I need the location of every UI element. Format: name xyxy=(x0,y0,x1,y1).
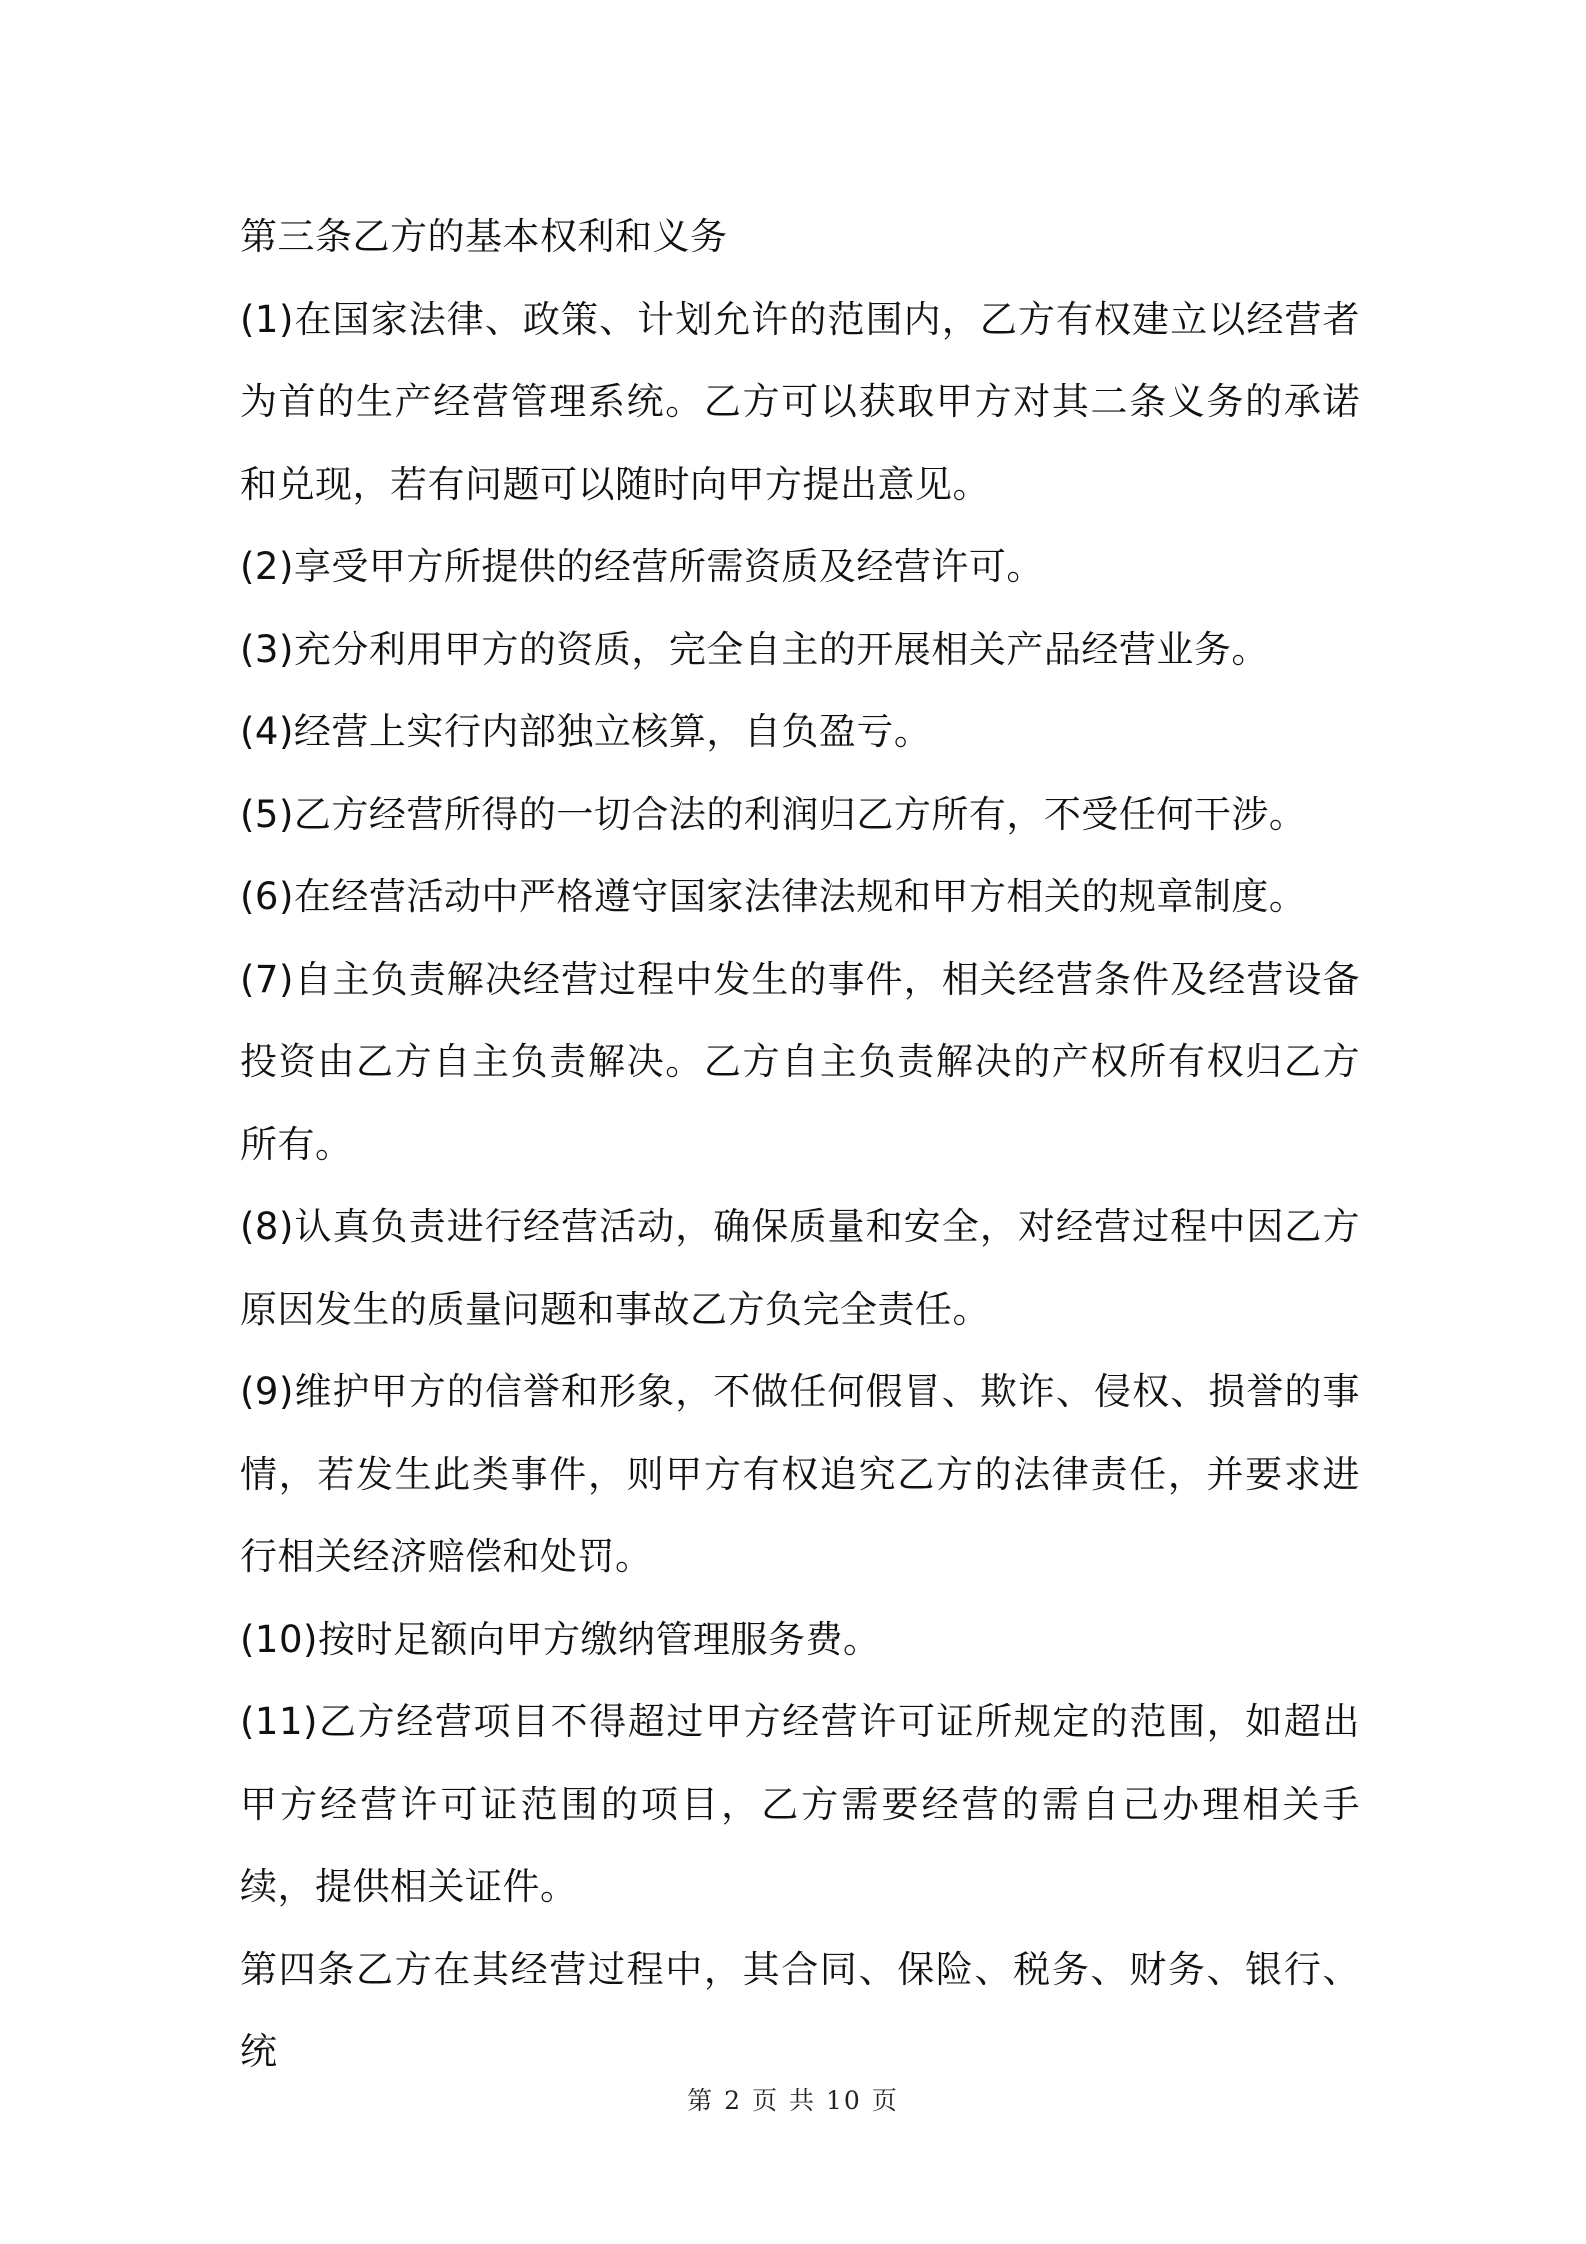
clause-9: (9)维护甲方的信誉和形象，不做任何假冒、欺诈、侵权、损誉的事情，若发生此类事件，则甲方有权追究乙方的法律责任，并要求进行相关经济赔偿和处罚。 xyxy=(240,1370,1360,1578)
footer-middle: 页 共 xyxy=(752,2086,817,2115)
clause-7: (7)自主负责解决经营过程中发生的事件，相关经营条件及经营设备投资由乙方自主负责解决。乙方自主负责解决的产权所有权归乙方所有。 xyxy=(240,957,1360,1166)
footer-suffix: 页 xyxy=(871,2086,899,2115)
section-heading-article-4: 第四条乙方在其经营过程中，其合同、保险、税务、财务、银行、统 xyxy=(240,1947,1360,2073)
footer-page-number: 2 xyxy=(724,2086,743,2115)
footer-prefix: 第 xyxy=(687,2086,715,2115)
clause-4: (4)经营上实行内部独立核算，自负盈亏。 xyxy=(240,710,932,753)
clause-1: (1)在国家法律、政策、计划允许的范围内，乙方有权建立以经营者为首的生产经营管理系统。乙方可以获取甲方对其二条义务的承诺和兑现，若有问题可以随时向甲方提出意见。 xyxy=(240,297,1360,506)
clause-2: (2)享受甲方所提供的经营所需资质及经营许可。 xyxy=(240,545,1044,588)
page-footer xyxy=(0,2084,1586,2118)
footer-total-pages: 10 xyxy=(826,2086,862,2115)
clause-11: (11)乙方经营项目不得超过甲方经营许可证所规定的范围，如超出甲方经营许可证范围的项目，乙方需要经营的需自己办理相关手续，提供相关证件。 xyxy=(240,1700,1360,1908)
clause-10: (10)按时足额向甲方缴纳管理服务费。 xyxy=(240,1617,881,1661)
section-heading-article-3: 第三条乙方的基本权利和义务 xyxy=(240,215,728,258)
clause-3: (3)充分利用甲方的资质，完全自主的开展相关产品经营业务。 xyxy=(240,627,1269,671)
clause-8: (8)认真负责进行经营活动，确保质量和安全，对经营过程中因乙方原因发生的质量问题和事故乙方负完全责任。 xyxy=(240,1205,1360,1331)
clause-5: (5)乙方经营所得的一切合法的利润归乙方所有，不受任何干涉。 xyxy=(240,792,1307,836)
document-body xyxy=(240,196,1360,2094)
clause-6: (6)在经营活动中严格遵守国家法律法规和甲方相关的规章制度。 xyxy=(240,875,1307,918)
